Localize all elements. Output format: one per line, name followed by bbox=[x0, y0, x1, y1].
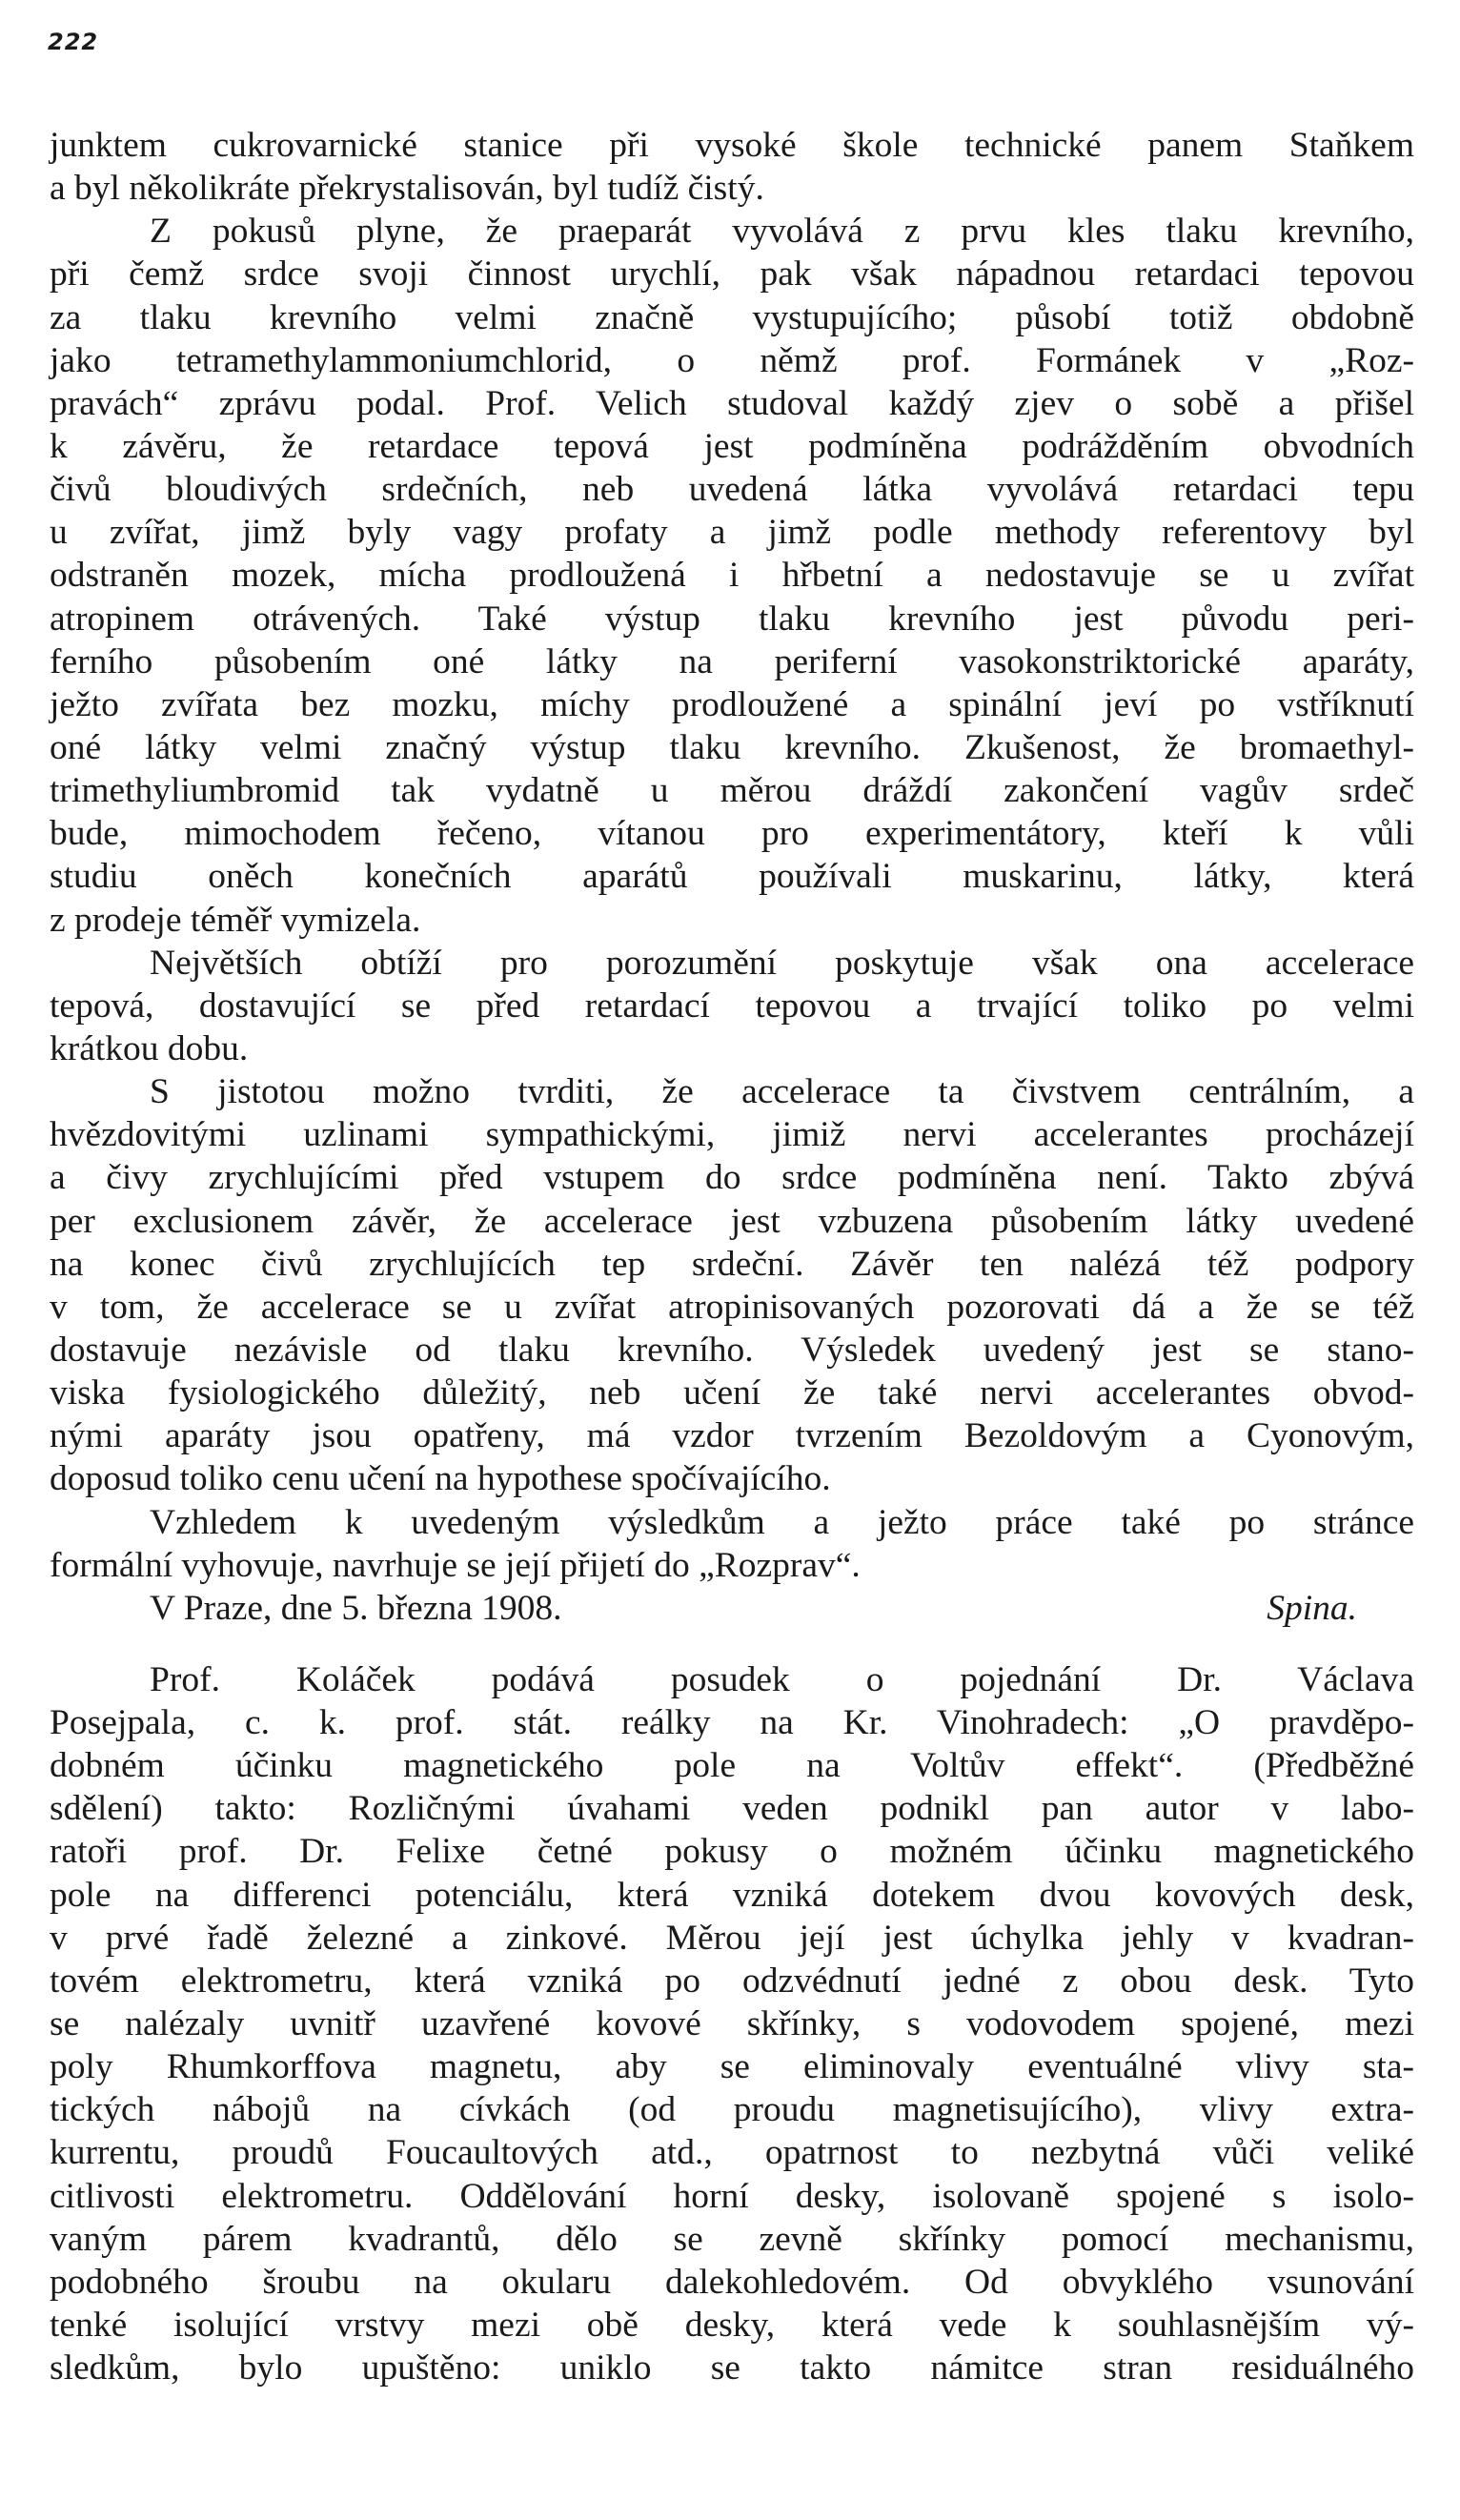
text-line: tických nábojů na cívkách (od proudu magnetisujícího), vlivy extra- bbox=[50, 2090, 1414, 2130]
text-line: v prvé řadě železné a zinkové. Měrou její jest úchylka jehly v kvadran- bbox=[50, 1918, 1414, 1958]
text-line: viska fysiologického důležitý, neb učení že také nervi accelerantes obvod- bbox=[50, 1373, 1414, 1413]
signature-place-date: V Praze, dne 5. března 1908. bbox=[150, 1588, 562, 1628]
text-line: hvězdovitými uzlinami sympathickými, jimiž nervi accelerantes procházejí bbox=[50, 1115, 1414, 1155]
text-line: junktem cukrovarnické stanice při vysoké škole technické panem Staňkem bbox=[50, 126, 1414, 165]
text-line: k závěru, že retardace tepová jest podmíněna podrážděním obvodních bbox=[50, 426, 1414, 466]
text-line: formální vyhovuje, navrhuje se její přijetí do „Rozprav“. bbox=[50, 1545, 861, 1585]
text-line: z prodeje téměř vymizela. bbox=[50, 900, 421, 940]
paragraph bbox=[50, 1501, 1414, 1587]
text-line: bude, mimochodem řečeno, vítanou pro experimentátory, kteří k vůli bbox=[50, 814, 1414, 854]
text-line: oné látky velmi značný výstup tlaku krevního. Zkušenost, že bromaethyl- bbox=[50, 727, 1414, 767]
text-line: jako tetramethylammoniumchlorid, o němž prof. Formánek v „Roz- bbox=[50, 340, 1414, 380]
text-line: citlivosti elektrometru. Oddělování horní desky, isolovaně spojené s isolo- bbox=[50, 2176, 1414, 2216]
text-line: pravách“ zprávu podal. Prof. Velich studoval každý zjev o sobě a přišel bbox=[50, 383, 1414, 423]
text-line: studiu oněch konečních aparátů používali muskarinu, látky, která bbox=[50, 857, 1414, 897]
section-gap bbox=[50, 1630, 1414, 1658]
text-line: dobném účinku magnetického pole na Voltův effekt“. (Předběžné bbox=[50, 1746, 1414, 1786]
text-line: a byl několikráte překrystalisován, byl tudíž čistý. bbox=[50, 169, 764, 209]
text-line: za tlaku krevního velmi značně vystupujícího; působí totiž obdobně bbox=[50, 297, 1414, 337]
text-line: se nalézaly uvnitř uzavřené kovové skřínky, s vodovodem spojené, mezi bbox=[50, 2004, 1414, 2044]
text-line: v tom, že accelerace se u zvířat atropinisovaných pozorovati dá a že se též bbox=[50, 1287, 1414, 1327]
text-line: vaným párem kvadrantů, dělo se zevně skřínky pomocí mechanismu, bbox=[50, 2219, 1414, 2259]
text-line: per exclusionem závěr, že accelerace jest vzbuzena působením látky uvedené bbox=[50, 1201, 1414, 1241]
text-line: dostavuje nezávisle od tlaku krevního. Výsledek uvedený jest se stano- bbox=[50, 1330, 1414, 1370]
text-line: Prof. Koláček podává posudek o pojednání Dr. Václava bbox=[150, 1659, 1414, 1699]
text-line: poly Rhumkorffova magnetu, aby se eliminovaly eventuálné vlivy sta- bbox=[50, 2047, 1414, 2087]
text-line: tovém elektrometru, která vzniká po odzvédnutí jedné z obou desk. Tyto bbox=[50, 1961, 1414, 2001]
text-line: tenké isolující vrstvy mezi obě desky, která vede k souhlasnějším vý- bbox=[50, 2306, 1414, 2346]
text-line: pole na differenci potenciálu, která vzniká dotekem dvou kovových desk, bbox=[50, 1875, 1414, 1915]
paragraph bbox=[50, 210, 1414, 941]
text-line: kurrentu, proudů Foucaultových atd., opatrnost to nezbytná vůči veliké bbox=[50, 2133, 1414, 2173]
text-line: tepová, dostavující se před retardací tepovou a trvající toliko po velmi bbox=[50, 986, 1414, 1026]
text-line: atropinem otrávených. Také výstup tlaku krevního jest původu peri- bbox=[50, 599, 1414, 639]
paragraph bbox=[50, 942, 1414, 1070]
signature-line bbox=[50, 1587, 1414, 1630]
text-line: podobného šroubu na okularu dalekohledovém. Od obvyklého vsunování bbox=[50, 2262, 1414, 2302]
paragraph bbox=[50, 124, 1414, 210]
text-line: trimethyliumbromid tak vydatně u měrou dráždí zakončení vagův srdeč bbox=[50, 771, 1414, 811]
text-line: na konec čivů zrychlujících tep srdeční. Závěr ten nalézá též podpory bbox=[50, 1244, 1414, 1284]
text-line: sdělení) takto: Rozličnými úvahami veden podnikl pan autor v labo- bbox=[50, 1789, 1414, 1829]
text-line: Posejpala, c. k. prof. stát. reálky na Kr. Vinohradech: „O pravděpo- bbox=[50, 1703, 1414, 1743]
text-line: u zvířat, jimž byly vagy profaty a jimž podle methody referentovy byl bbox=[50, 513, 1414, 553]
text-line: nými aparáty jsou opatřeny, má vzdor tvrzením Bezoldovým a Cyonovým, bbox=[50, 1416, 1414, 1456]
paragraph bbox=[50, 1658, 1414, 2389]
text-line: čivů bloudivých srdečních, neb uvedená látka vyvolává retardaci tepu bbox=[50, 470, 1414, 510]
page-number: 222 bbox=[48, 29, 99, 55]
text-line: S jistotou možno tvrditi, že accelerace ta čivstvem centrálním, a bbox=[150, 1072, 1414, 1112]
paragraph bbox=[50, 1070, 1414, 1500]
text-line: ferního působením oné látky na periferní vasokonstriktorické aparáty, bbox=[50, 641, 1414, 681]
text-line: Největších obtíží pro porozumění poskytuje však ona accelerace bbox=[150, 943, 1414, 983]
text-line: Vzhledem k uvedeným výsledkům a ježto práce také po stránce bbox=[150, 1502, 1414, 1542]
body-text bbox=[50, 124, 1414, 2389]
text-line: při čemž srdce svoji činnost urychlí, pak však nápadnou retardaci tepovou bbox=[50, 254, 1414, 295]
text-line: a čivy zrychlujícími před vstupem do srdce podmíněna není. Takto zbývá bbox=[50, 1158, 1414, 1198]
text-line: ježto zvířata bez mozku, míchy prodloužené a spinální jeví po vstříknutí bbox=[50, 684, 1414, 724]
text-line: Z pokusů plyne, že praeparát vyvolává z prvu kles tlaku krevního, bbox=[150, 212, 1414, 252]
text-line: sledkům, bylo upuštěno: uniklo se takto námitce stran residuálného bbox=[50, 2348, 1414, 2388]
text-line: krátkou dobu. bbox=[50, 1028, 249, 1068]
signature-name: Spina. bbox=[1267, 1588, 1357, 1628]
text-line: doposud toliko cenu učení na hypothese spočívajícího. bbox=[50, 1459, 831, 1499]
text-line: ratoři prof. Dr. Felixe četné pokusy o možném účinku magnetického bbox=[50, 1832, 1414, 1872]
text-line: odstraněn mozek, mícha prodloužená i hřbetní a nedostavuje se u zvířat bbox=[50, 556, 1414, 596]
